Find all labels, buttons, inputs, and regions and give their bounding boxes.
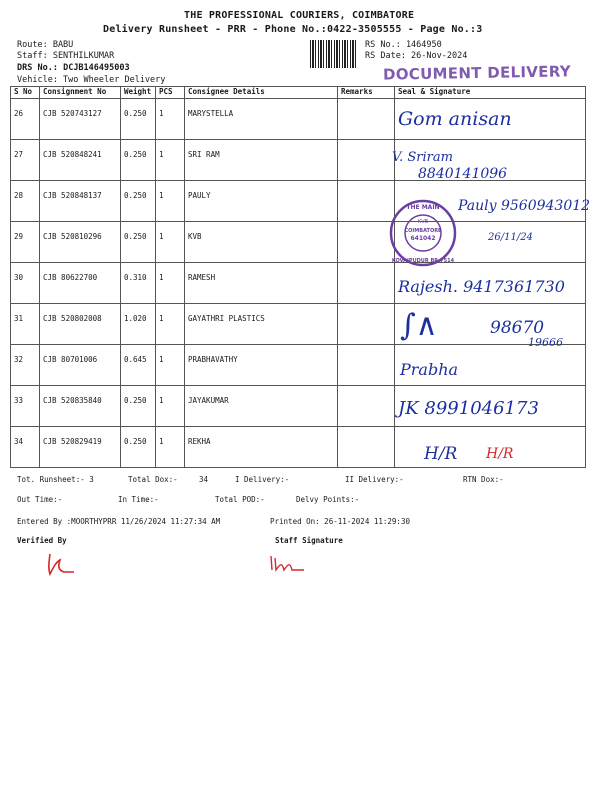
total-dox-label: Total Dox:-	[128, 475, 178, 484]
col-consignee: Consignee Details	[185, 87, 338, 99]
cell-consignee: SRI RAM	[185, 140, 338, 181]
cell-weight: 0.250	[121, 140, 156, 181]
cell-weight: 1.020	[121, 304, 156, 345]
signature-28: Pauly 9560943012	[458, 198, 591, 214]
vehicle-label: Vehicle: Two Wheeler Delivery	[17, 75, 166, 85]
table-header-row	[11, 87, 586, 99]
cell-pcs: 1	[156, 427, 185, 468]
cell-sno: 33	[11, 386, 40, 427]
cell-weight: 0.645	[121, 345, 156, 386]
col-weight: Weight	[121, 87, 156, 99]
cell-pcs: 1	[156, 345, 185, 386]
in-time: In Time:-	[118, 495, 159, 504]
signature-34-red: H/R	[486, 446, 514, 462]
tot-runsheet: Tot. Runsheet:- 3	[17, 475, 94, 484]
cell-consignment: CJB 520848137	[40, 181, 121, 222]
signature-27-phone: 8840141096	[418, 166, 508, 182]
route-label: Route: BABU	[17, 40, 74, 50]
cell-consignment: CJB 80701006	[40, 345, 121, 386]
cell-consignee: GAYATHRI PLASTICS	[185, 304, 338, 345]
cell-sno: 34	[11, 427, 40, 468]
cell-remarks	[338, 345, 395, 386]
document-delivery-stamp: DOCUMENT DELIVERY	[382, 62, 572, 84]
bank-seal-stamp	[388, 198, 458, 268]
cell-sno: 27	[11, 140, 40, 181]
drs-number	[17, 63, 130, 73]
cell-consignee: JAYAKUMAR	[185, 386, 338, 427]
seal-top-text: THE MAIN	[406, 204, 440, 211]
cell-pcs: 1	[156, 181, 185, 222]
signature-30: Rajesh. 9417361730	[398, 277, 565, 296]
cell-remarks	[338, 386, 395, 427]
cell-consignee: RAMESH	[185, 263, 338, 304]
signature-33: JK 8991046173	[398, 398, 539, 419]
cell-sno: 26	[11, 99, 40, 140]
col-seal-signature: Seal & Signature	[395, 87, 586, 99]
cell-remarks	[338, 222, 395, 263]
col-pcs: PCS	[156, 87, 185, 99]
signature-31-scribble: ∫∧	[400, 308, 438, 343]
signature-27-name: V. Sriram	[392, 150, 453, 165]
cell-sno: 28	[11, 181, 40, 222]
rs-number: RS No.: 1464950	[365, 40, 442, 50]
cell-consignment: CJB 520835840	[40, 386, 121, 427]
cell-weight: 0.250	[121, 386, 156, 427]
cell-pcs: 1	[156, 222, 185, 263]
printed-on: Printed On: 26-11-2024 11:29:30	[270, 517, 410, 526]
col-consignment: Consignment No	[40, 87, 121, 99]
total-pod: Total POD:-	[215, 495, 265, 504]
table-row	[11, 345, 586, 386]
cell-consignment: CJB 80622700	[40, 263, 121, 304]
staff-label: Staff: SENTHILKUMAR	[17, 51, 115, 61]
cell-sno: 29	[11, 222, 40, 263]
cell-weight: 0.310	[121, 263, 156, 304]
signature-31-number: 98670	[490, 318, 545, 338]
cell-consignment: CJB 520810296	[40, 222, 121, 263]
seal-city: COIMBATORE	[404, 228, 442, 234]
seal-mark: KVB	[417, 219, 429, 225]
out-time: Out Time:-	[17, 495, 63, 504]
verified-by-label: Verified By	[17, 536, 67, 545]
cell-remarks	[338, 99, 395, 140]
rs-date: RS Date: 26-Nov-2024	[365, 51, 468, 61]
col-sno: S No	[11, 87, 40, 99]
rtn-dox: RTN Dox:-	[463, 475, 504, 484]
cell-pcs: 1	[156, 99, 185, 140]
runsheet-title: Delivery Runsheet - PRR - Phone No.:0422-3505555 - Page No.:3	[103, 24, 483, 35]
drs-label: DRS No.:	[17, 63, 58, 73]
cell-consignee: PRABHAVATHY	[185, 345, 338, 386]
cell-sno: 31	[11, 304, 40, 345]
entered-by: Entered By :MOORTHYPRR 11/26/2024 11:27:34 AM	[17, 517, 221, 526]
cell-consignee: KVB	[185, 222, 338, 263]
cell-pcs: 1	[156, 386, 185, 427]
staff-signature-mark	[268, 552, 308, 578]
signature-34: H/R	[424, 444, 458, 464]
cell-consignment: CJB 520802008	[40, 304, 121, 345]
cell-sno: 30	[11, 263, 40, 304]
cell-pcs: 1	[156, 304, 185, 345]
ii-delivery: II Delivery:-	[345, 475, 404, 484]
cell-remarks	[338, 304, 395, 345]
cell-consignee: REKHA	[185, 427, 338, 468]
cell-weight: 0.250	[121, 427, 156, 468]
barcode-image	[310, 40, 358, 68]
signature-28-date: 26/11/24	[488, 232, 533, 243]
cell-pcs: 1	[156, 140, 185, 181]
cell-remarks	[338, 427, 395, 468]
delvy-points: Delvy Points:-	[296, 495, 360, 504]
cell-consignee: MARYSTELLA	[185, 99, 338, 140]
cell-consignment: CJB 520829419	[40, 427, 121, 468]
cell-consignment: CJB 520743127	[40, 99, 121, 140]
col-remarks: Remarks	[338, 87, 395, 99]
cell-pcs: 1	[156, 263, 185, 304]
signature-31-number-2: 19666	[528, 336, 563, 349]
seal-pin: 641042	[410, 235, 436, 242]
seal-branch: KOVAIPUDUR BR-7514	[391, 258, 455, 264]
cell-remarks	[338, 263, 395, 304]
company-name: THE PROFESSIONAL COURIERS, COIMBATORE	[184, 10, 415, 21]
cell-consignee: PAULY	[185, 181, 338, 222]
drs-value: DCJB146495003	[63, 63, 130, 73]
cell-remarks	[338, 181, 395, 222]
signature-32: Prabha	[400, 360, 459, 379]
verified-by-signature	[44, 550, 80, 578]
cell-weight: 0.250	[121, 222, 156, 263]
cell-remarks	[338, 140, 395, 181]
cell-sno: 32	[11, 345, 40, 386]
cell-weight: 0.250	[121, 99, 156, 140]
cell-consignment: CJB 520848241	[40, 140, 121, 181]
i-delivery: I Delivery:-	[235, 475, 290, 484]
signature-26: Gom anisan	[398, 108, 512, 130]
cell-weight: 0.250	[121, 181, 156, 222]
staff-signature-label: Staff Signature	[275, 536, 343, 545]
total-dox-value: 34	[199, 475, 209, 484]
